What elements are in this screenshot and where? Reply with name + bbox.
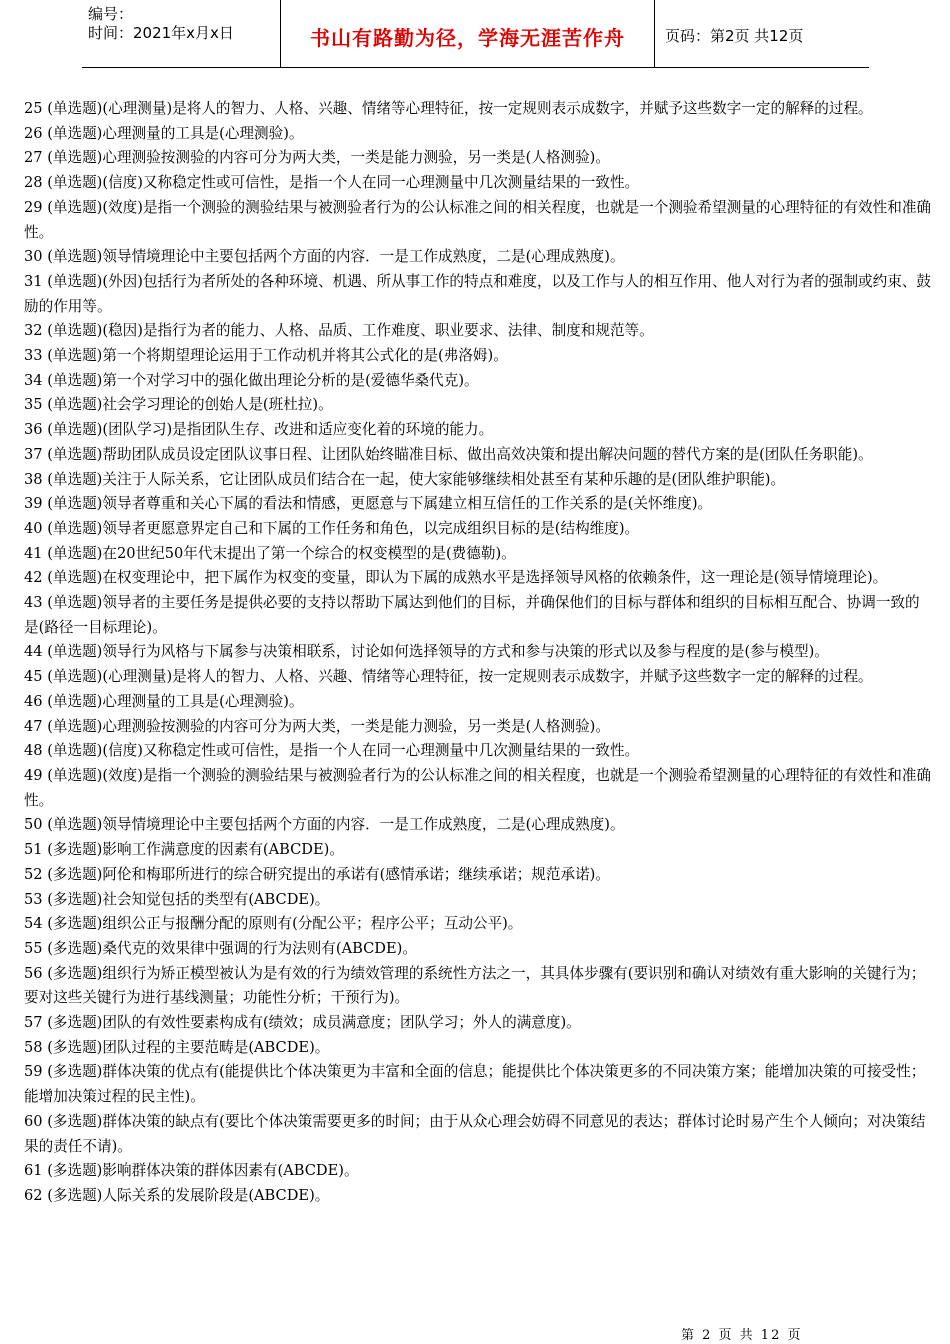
question-item: 53 (多选题)社会知觉包括的类型有(ABCDE)。 bbox=[24, 890, 330, 908]
question-item: 58 (多选题)团队过程的主要范畴是(ABCDE)。 bbox=[24, 1038, 330, 1056]
header-meta bbox=[88, 5, 234, 43]
question-item: 28 (单选题)(信度)又称稳定性或可信性，是指一个人在同一心理测量中几次测量结果的一致性。 bbox=[24, 174, 640, 192]
page-header bbox=[82, 0, 869, 68]
question-item: 49 (单选题)(效度)是指一个测验的测验结果与被测验者行为的公认标准之间的相关程度，也就是一个测验希望测量的心理特征的有效性和准确性。 bbox=[24, 766, 932, 809]
question-item: 61 (多选题)影响群体决策的群体因素有(ABCDE)。 bbox=[24, 1162, 359, 1180]
question-item: 36 (单选题)(团队学习)是指团队生存、改进和适应变化着的环境的能力。 bbox=[24, 421, 494, 439]
question-item: 30 (单选题)领导情境理论中主要包括两个方面的内容．一是工作成熟度，二是(心理成熟度)。 bbox=[24, 248, 625, 266]
header-motto: 书山有路勤为径，学海无涯苦作舟 bbox=[310, 26, 625, 50]
question-item: 25 (单选题)(心理测量)是将人的智力、人格、兴趣、情绪等心理特征，按一定规则表示成数字，并赋予这些数字一定的解释的过程。 bbox=[24, 100, 873, 117]
question-item: 29 (单选题)(效度)是指一个测验的测验结果与被测验者行为的公认标准之间的相关程度，也就是一个测验希望测量的心理特征的有效性和准确性。 bbox=[24, 198, 932, 241]
question-item: 55 (多选题)桑代克的效果律中强调的行为法则有(ABCDE)。 bbox=[24, 939, 417, 957]
question-item: 34 (单选题)第一个对学习中的强化做出理论分析的是(爱德华桑代克)。 bbox=[24, 371, 479, 389]
question-item: 56 (多选题)组织行为矫正模型被认为是有效的行为绩效管理的系统性方法之一，其具体步骤有(要识别和确认对绩效有重大影响的关键行为；要对这些关键行为进行基线测量；功能性分析；干预行为)。 bbox=[24, 964, 926, 1007]
question-item: 48 (单选题)(信度)又称稳定性或可信性，是指一个人在同一心理测量中几次测量结果的一致性。 bbox=[24, 742, 640, 760]
question-item: 35 (单选题)社会学习理论的创始人是(班杜拉)。 bbox=[24, 396, 333, 414]
question-item: 60 (多选题)群体决策的缺点有(要比个体决策需要更多的时间；由于从众心理会妨碍不同意见的表达；群体讨论时易产生个人倾向；对决策结果的责任不请)。 bbox=[24, 1112, 926, 1155]
question-item: 40 (单选题)领导者更愿意界定自己和下属的工作任务和角色，以完成组织目标的是(结构维度)。 bbox=[24, 519, 640, 537]
question-item: 42 (单选题)在权变理论中，把下属作为权变的变量，即认为下属的成熟水平是选择领导风格的依赖条件，这一理论是(领导情境理论)。 bbox=[24, 569, 888, 587]
question-item: 52 (多选题)阿伦和梅耶所进行的综合研究提出的承诺有(感情承诺；继续承诺；规范承诺)。 bbox=[24, 865, 610, 883]
question-item: 32 (单选题)(稳因)是指行为者的能力、人格、品质、工作难度、职业要求、法律、制度和规范等。 bbox=[24, 322, 654, 340]
question-item: 50 (单选题)领导情境理论中主要包括两个方面的内容．一是工作成熟度，二是(心理成熟度)。 bbox=[24, 816, 625, 834]
question-item: 38 (单选题)关注于人际关系，它让团队成员们结合在一起，使大家能够继续相处甚至有某种乐趣的是(团队维护职能)。 bbox=[24, 470, 786, 488]
page-footer: 第 2 页 共 12 页 bbox=[681, 1328, 803, 1343]
question-item: 27 (单选题)心理测验按测验的内容可分为两大类，一类是能力测验，另一类是(人格测验)。 bbox=[24, 149, 610, 167]
header-divider bbox=[654, 0, 655, 68]
question-item: 54 (多选题)组织公正与报酬分配的原则有(分配公平；程序公平；互动公平)。 bbox=[24, 915, 523, 933]
header-page-label: 页码：第2页 共12页 bbox=[665, 27, 804, 45]
question-item: 39 (单选题)领导者尊重和关心下属的看法和情感，更愿意与下属建立相互信任的工作关系的是(关怀维度)。 bbox=[24, 495, 713, 513]
question-item: 51 (多选题)影响工作满意度的因素有(ABCDE)。 bbox=[24, 841, 344, 859]
question-item: 45 (单选题)(心理测量)是将人的智力、人格、兴趣、情绪等心理特征，按一定规则表示成数字，并赋予这些数字一定的解释的过程。 bbox=[24, 668, 873, 686]
time-label: 时间：2021年x月x日 bbox=[88, 24, 234, 42]
code-label: 编号： bbox=[88, 5, 134, 23]
question-item: 37 (单选题)帮助团队成员设定团队议事日程、让团队始终瞄准目标、做出高效决策和提出解决问题的替代方案的是(团队任务职能)。 bbox=[24, 445, 873, 463]
question-item: 59 (多选题)群体决策的优点有(能提供比个体决策更为丰富和全面的信息；能提供比个体决策更多的不同决策方案；能增加决策的可接受性；能增加决策过程的民主性)。 bbox=[24, 1063, 926, 1106]
question-item: 26 (单选题)心理测量的工具是(心理测验)。 bbox=[24, 124, 304, 142]
question-item: 41 (单选题)在20世纪50年代末提出了第一个综合的权变模型的是(费德勒)。 bbox=[24, 544, 516, 562]
question-list bbox=[24, 97, 934, 1209]
question-item: 33 (单选题)第一个将期望理论运用于工作动机并将其公式化的是(弗洛姆)。 bbox=[24, 347, 508, 365]
question-item: 31 (单选题)(外因)包括行为者所处的各种环境、机遇、所从事工作的特点和难度，以及工作与人的相互作用、他人对行为者的强制或约束、鼓励的作用等。 bbox=[24, 272, 932, 315]
question-item: 43 (单选题)领导者的主要任务是提供必要的支持以帮助下属达到他们的目标，并确保他们的目标与群体和组织的目标相互配合、协调一致的是(路径一目标理论)。 bbox=[24, 594, 920, 636]
question-item: 57 (多选题)团队的有效性要素构成有(绩效；成员满意度；团队学习；外人的满意度)。 bbox=[24, 1014, 581, 1032]
question-item: 47 (单选题)心理测验按测验的内容可分为两大类，一类是能力测验，另一类是(人格测验)。 bbox=[24, 717, 610, 735]
question-item: 46 (单选题)心理测量的工具是(心理测验)。 bbox=[24, 692, 304, 710]
question-item: 44 (单选题)领导行为风格与下属参与决策相联系，讨论如何选择领导的方式和参与决策的形式以及参与程度的是(参与模型)。 bbox=[24, 643, 829, 661]
question-item: 62 (多选题)人际关系的发展阶段是(ABCDE)。 bbox=[24, 1186, 330, 1204]
